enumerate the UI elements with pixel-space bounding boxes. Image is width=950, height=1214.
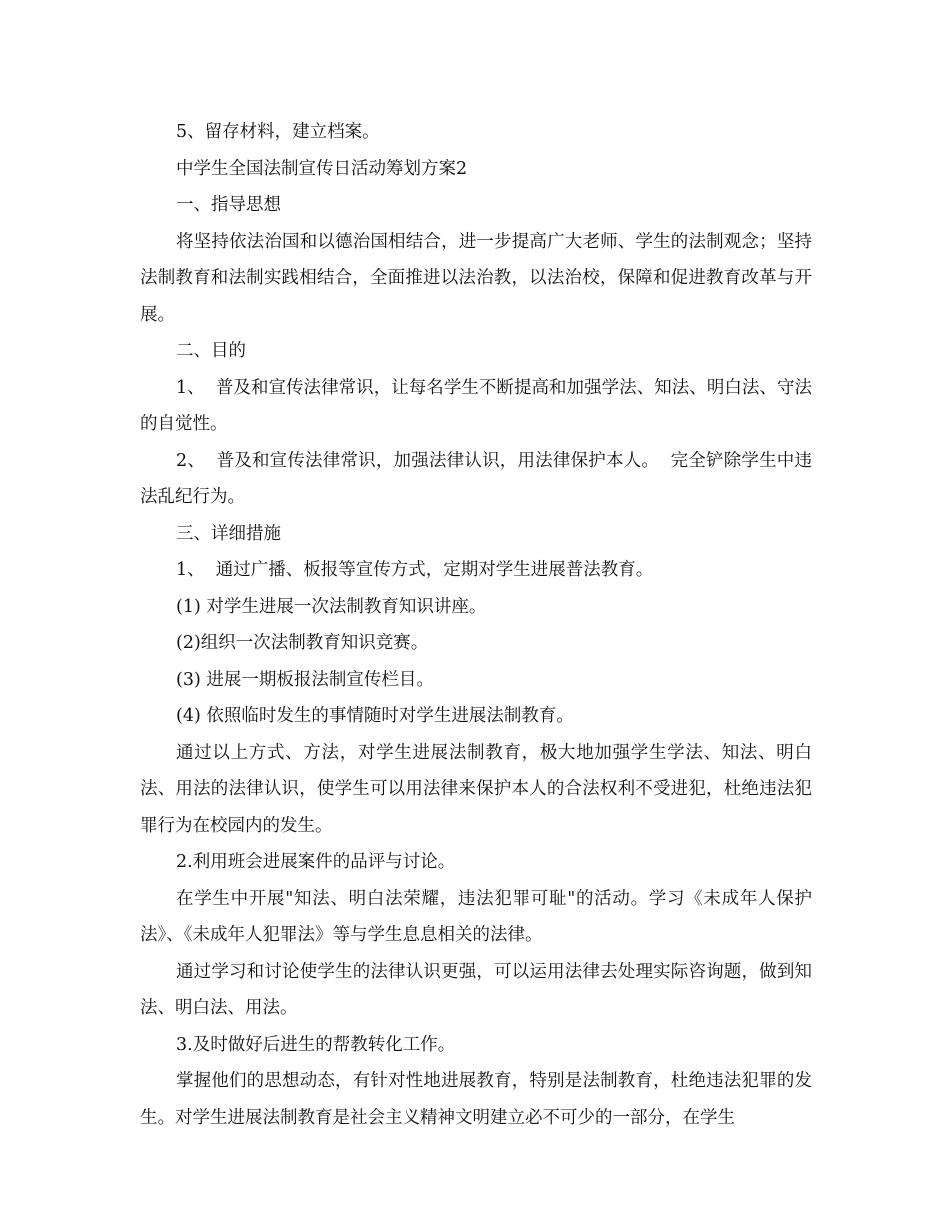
list-item-measure-3: 3.及时做好后进生的帮教转化工作。: [176, 1034, 456, 1055]
section-heading-guiding-thought: 一、指导思想: [176, 195, 281, 215]
sub-item-ad-hoc-education: (4) 依照临时发生的事情随时对学生进展法制教育。: [176, 706, 574, 726]
sub-item-lecture: (1) 对学生进展一次法制教育知识讲座。: [176, 596, 487, 617]
section-heading-purpose: 二、目的: [176, 341, 246, 361]
list-item-purpose-1: 1、 普及和宣传法律常识，让每名学生不断提高和加强学法、知法、明白法、守法的自觉性。: [140, 377, 812, 434]
list-item-measure-2: 2.利用班会进展案件的品评与讨论。: [176, 852, 456, 872]
section-heading-measures: 三、详细措施: [176, 523, 281, 544]
paragraph-archive-materials: 5、留存材料，建立档案。: [176, 122, 380, 142]
sub-item-contest: (2)组织一次法制教育知识竞赛。: [176, 633, 429, 653]
paragraph-activity: 在学生中开展"知法、明白法荣耀，违法犯罪可耻"的活动。学习《未成年人保护法》、《未成年人犯罪法》等与学生息息相关的法律。: [140, 888, 812, 945]
list-item-measure-1: 1、 通过广播、板报等宣传方式，定期对学生进展普法教育。: [176, 560, 654, 580]
document-title: 中学生全国法制宣传日活动筹划方案2: [176, 158, 468, 179]
document-body: [140, 114, 812, 1136]
paragraph-discussion: 通过学习和讨论使学生的法律认识更强，可以运用法律去处理实际咨询题，做到知法、明白法、用法。: [140, 961, 812, 1018]
paragraph-methods-summary: 通过以上方式、方法，对学生进展法制教育，极大地加强学生学法、知法、明白法、用法的法律认识，使学生可以用法律来保护本人的合法权利不受进犯，杜绝违法犯罪行为在校园内的发生。: [140, 742, 812, 836]
paragraph-follow-up: 掌握他们的思想动态，有针对性地进展教育，特别是法制教育，杜绝违法犯罪的发生。对学生进展法制教育是社会主义精神文明建立必不可少的一部分，在学生: [140, 1071, 812, 1128]
paragraph-guiding-thought: 将坚持依法治国和以德治国相结合，进一步提高广大老师、学生的法制观念；坚持法制教育和法制实践相结合，全面推进以法治教，以法治校，保障和促进教育改革与开展。: [140, 231, 812, 325]
list-item-purpose-2: 2、 普及和宣传法律常识，加强法律认识，用法律保护本人。 完全铲除学生中违法乱纪行为。: [140, 450, 812, 507]
sub-item-blackboard: (3) 进展一期板报法制宣传栏目。: [176, 669, 434, 690]
